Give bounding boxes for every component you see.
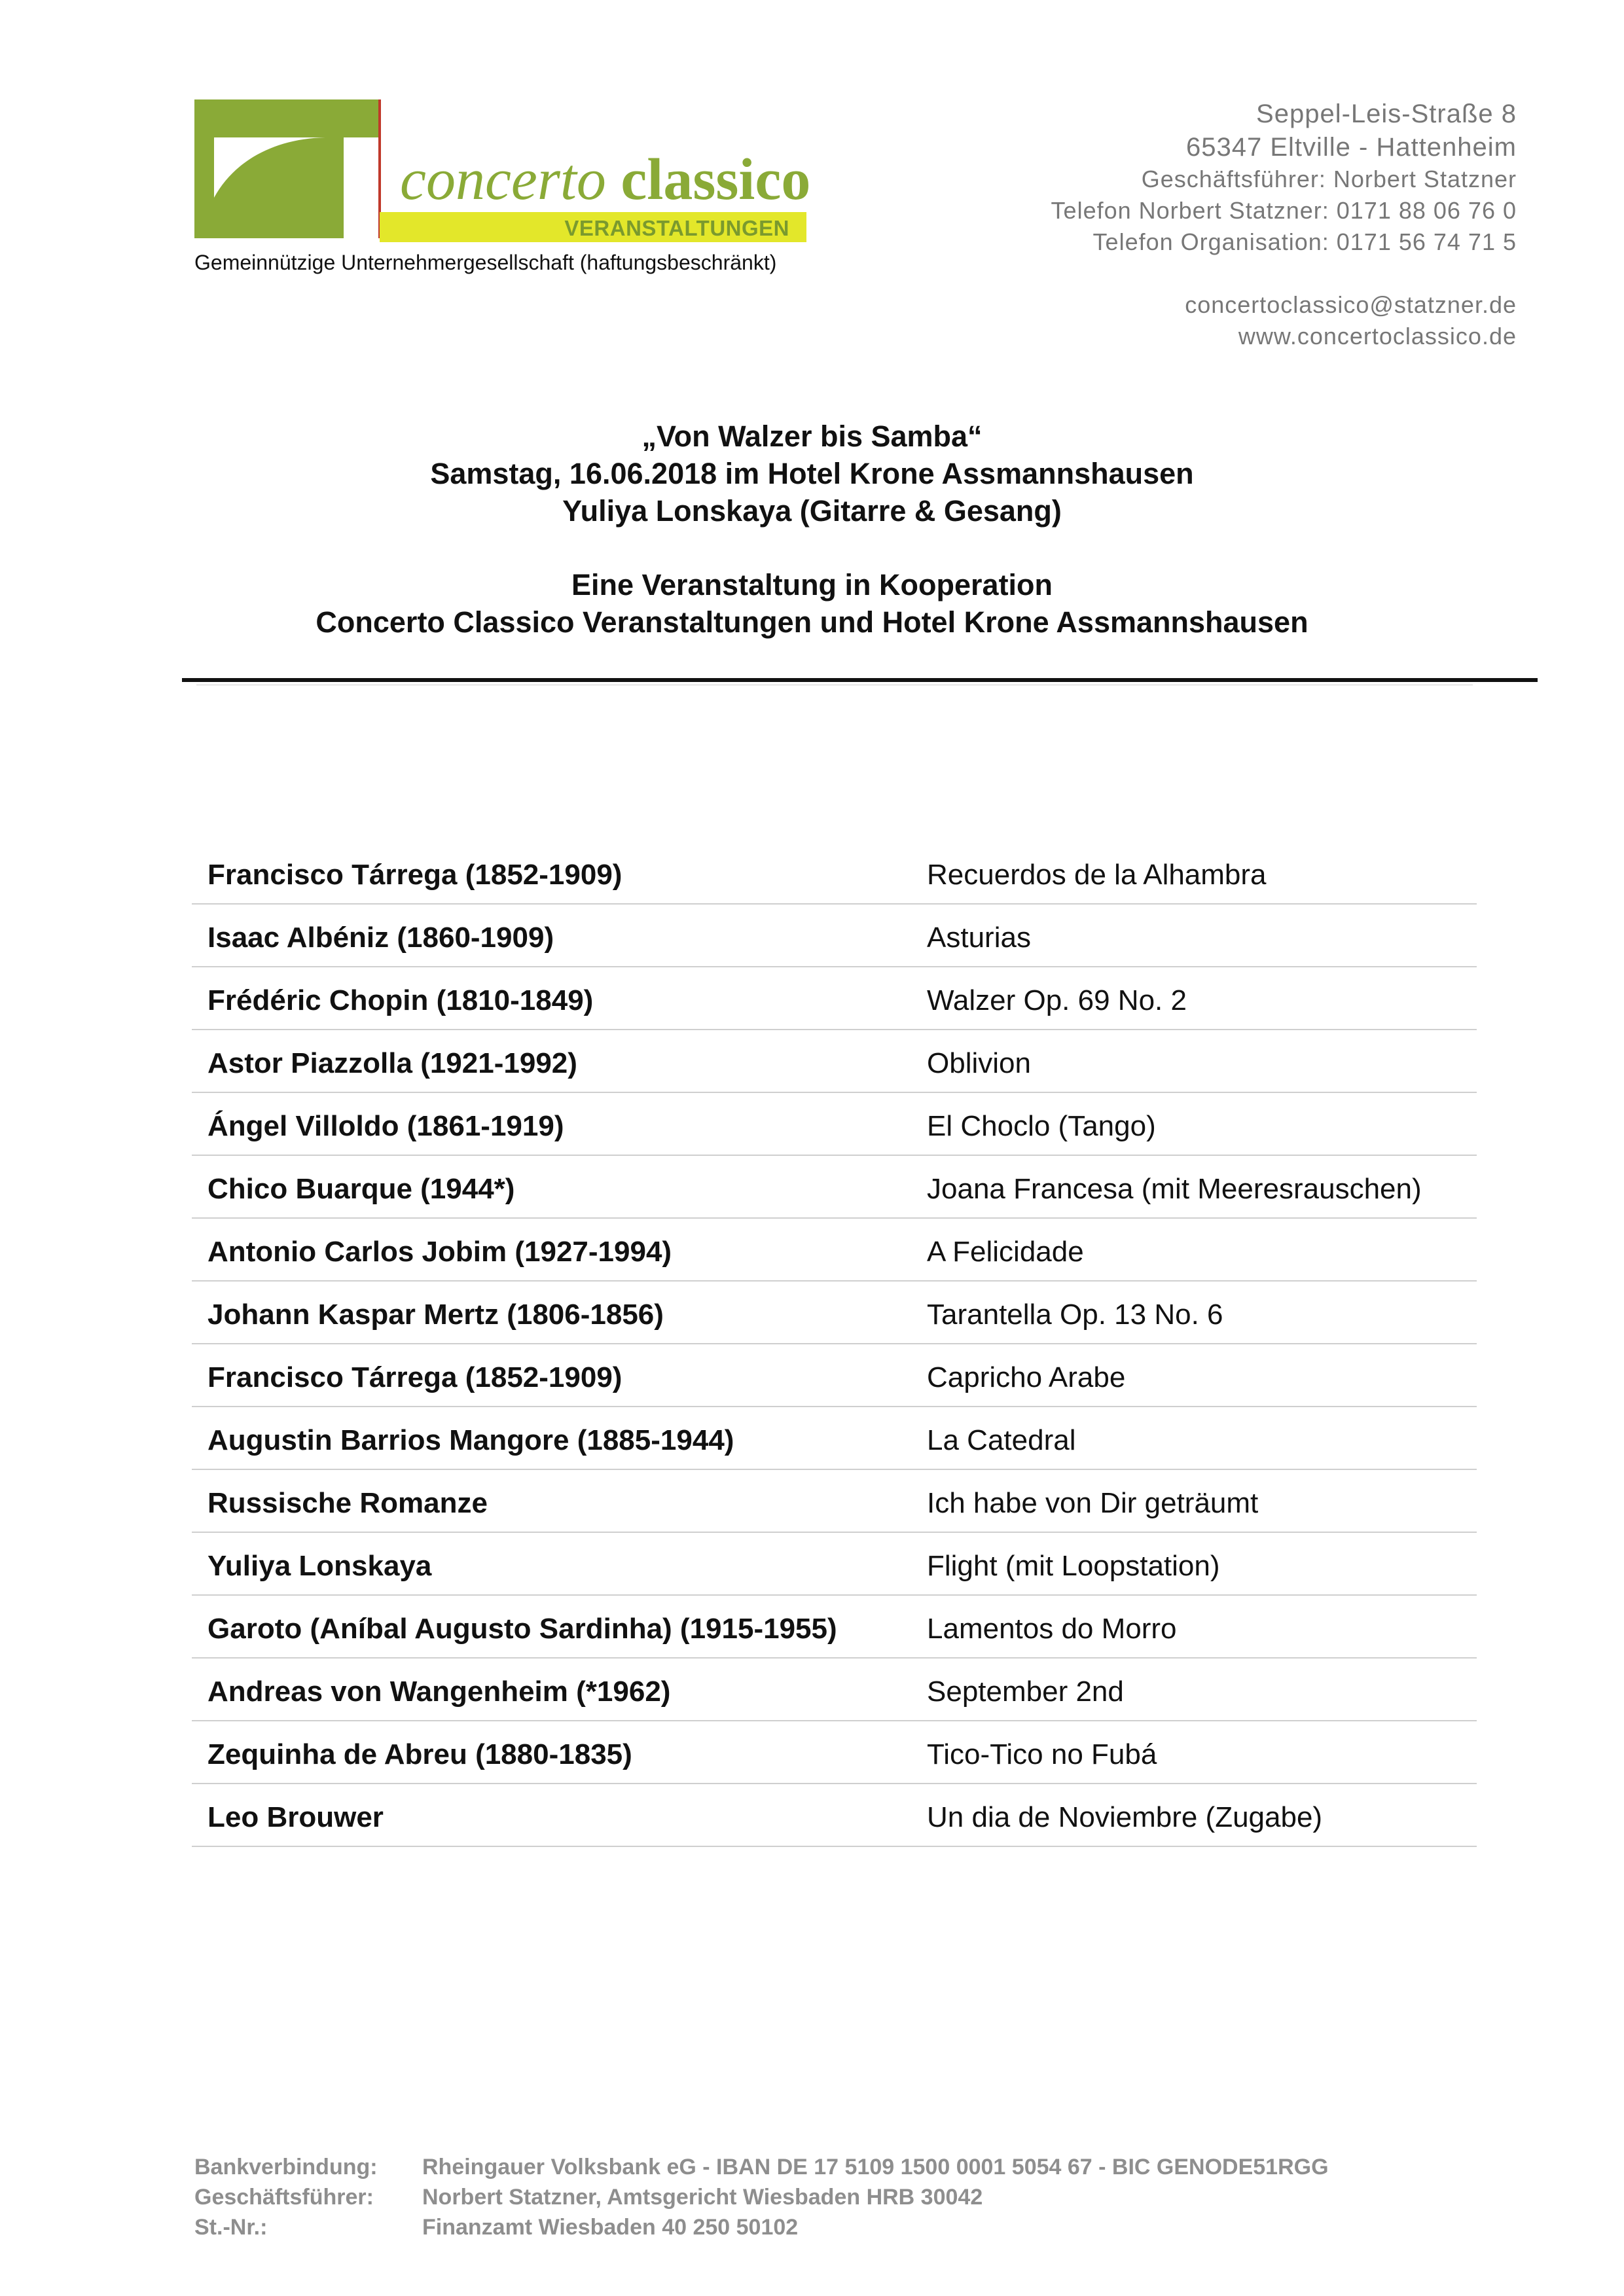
- logo-band: [380, 212, 806, 242]
- logo-subtitle: Gemeinnützige Unternehmergesellschaft (haftungsbeschränkt): [194, 251, 777, 274]
- program-piece: Asturias: [927, 922, 1031, 954]
- program-row: [192, 1721, 1477, 1784]
- address-city: 65347 Eltville - Hattenheim: [1185, 133, 1517, 162]
- footer-value: Finanzamt Wiesbaden 40 250 50102: [422, 2215, 799, 2240]
- program-row: [192, 1596, 1477, 1659]
- program-row: [192, 1030, 1477, 1093]
- address-street: Seppel-Leis-Straße 8: [1256, 99, 1517, 128]
- logo-wordmark: [400, 147, 811, 212]
- program-piece: Flight (mit Loopstation): [927, 1550, 1220, 1582]
- program-row: [192, 1784, 1477, 1847]
- program-piece: Un dia de Noviembre (Zugabe): [927, 1801, 1323, 1833]
- program-composer: Augustin Barrios Mangore (1885-1944): [208, 1424, 734, 1456]
- event-performer: Yuliya Lonskaya (Gitarre & Gesang): [562, 494, 1062, 528]
- program-piece: La Catedral: [927, 1424, 1076, 1456]
- program-composer: Garoto (Aníbal Augusto Sardinha) (1915-1955): [208, 1613, 837, 1645]
- program-piece: Walzer Op. 69 No. 2: [927, 984, 1187, 1016]
- program-row: [192, 1533, 1477, 1596]
- program-row: [192, 1282, 1477, 1344]
- footer-label: Bankverbindung:: [194, 2155, 378, 2179]
- program-row: [192, 1344, 1477, 1407]
- logo: [194, 99, 810, 276]
- program-composer: Francisco Tárrega (1852-1909): [208, 1361, 623, 1393]
- footer-label: Geschäftsführer:: [194, 2185, 374, 2210]
- program-composer: Ángel Villoldo (1861-1919): [208, 1110, 564, 1142]
- address-phone-organisation: Telefon Organisation: 0171 56 74 71 5: [1092, 228, 1517, 255]
- event-title: „Von Walzer bis Samba“: [641, 420, 983, 453]
- program-row: [192, 842, 1477, 905]
- event-title-block: [0, 418, 1624, 641]
- footer-value: Norbert Statzner, Amtsgericht Wiesbaden HRB 30042: [422, 2185, 983, 2210]
- program-piece: Tarantella Op. 13 No. 6: [927, 1299, 1223, 1331]
- program-row: [192, 967, 1477, 1030]
- logo-word-concerto: concerto: [400, 147, 606, 212]
- address-phone-statzner: Telefon Norbert Statzner: 0171 88 06 76 0: [1051, 197, 1517, 224]
- program-table: [192, 842, 1477, 1847]
- footer-label: St.-Nr.:: [194, 2215, 268, 2240]
- address-manager: Geschäftsführer: Norbert Statzner: [1141, 166, 1517, 192]
- address-block: [1051, 97, 1517, 352]
- event-cooperation-partners: Concerto Classico Veranstaltungen und Hotel Krone Assmannshausen: [316, 605, 1308, 639]
- program-piece: Lamentos do Morro: [927, 1613, 1177, 1645]
- program-composer: Andreas von Wangenheim (*1962): [208, 1676, 671, 1708]
- program-row: [192, 1219, 1477, 1282]
- program-row: [192, 1156, 1477, 1219]
- program-composer: Johann Kaspar Mertz (1806-1856): [208, 1299, 664, 1331]
- program-row: [192, 1407, 1477, 1470]
- program-composer: Frédéric Chopin (1810-1849): [208, 984, 594, 1016]
- program-piece: Tico-Tico no Fubá: [927, 1738, 1157, 1770]
- event-date-venue: Samstag, 16.06.2018 im Hotel Krone Assmannshausen: [430, 457, 1194, 490]
- program-row: [192, 1470, 1477, 1533]
- program-piece: September 2nd: [927, 1676, 1124, 1708]
- address-email: concertoclassico@statzner.de: [1185, 291, 1517, 318]
- header-divider: [182, 678, 1538, 682]
- logo-word-classico: classico: [621, 147, 811, 212]
- program-piece: Ich habe von Dir geträumt: [927, 1487, 1259, 1519]
- program-composer: Leo Brouwer: [208, 1801, 384, 1833]
- program-row: [192, 905, 1477, 967]
- program-composer: Zequinha de Abreu (1880-1835): [208, 1738, 632, 1770]
- program-composer: Chico Buarque (1944*): [208, 1173, 515, 1205]
- program-piece: El Choclo (Tango): [927, 1110, 1156, 1142]
- event-cooperation-heading: Eine Veranstaltung in Kooperation: [571, 568, 1053, 601]
- program-composer: Antonio Carlos Jobim (1927-1994): [208, 1236, 672, 1268]
- program-composer: Russische Romanze: [208, 1487, 488, 1519]
- address-website: www.concertoclassico.de: [1238, 323, 1517, 350]
- program-piece: Capricho Arabe: [927, 1361, 1126, 1393]
- logo-band-text: VERANSTALTUNGEN: [564, 216, 789, 240]
- program-composer: Francisco Tárrega (1852-1909): [208, 859, 623, 891]
- program-piece: Recuerdos de la Alhambra: [927, 859, 1267, 891]
- program-row: [192, 1659, 1477, 1721]
- program-composer: Yuliya Lonskaya: [208, 1550, 432, 1582]
- program-piece: Joana Francesa (mit Meeresrauschen): [927, 1173, 1422, 1205]
- program-piece: Oblivion: [927, 1047, 1031, 1079]
- footer-value: Rheingauer Volksbank eG - IBAN DE 17 5109 1500 0001 5054 67 - BIC GENODE51RGG: [422, 2155, 1329, 2179]
- program-row: [192, 1093, 1477, 1156]
- program-composer: Isaac Albéniz (1860-1909): [208, 922, 554, 954]
- logo-top-bar: [194, 99, 380, 137]
- program-composer: Astor Piazzolla (1921-1992): [208, 1047, 577, 1079]
- program-piece: A Felicidade: [927, 1236, 1084, 1268]
